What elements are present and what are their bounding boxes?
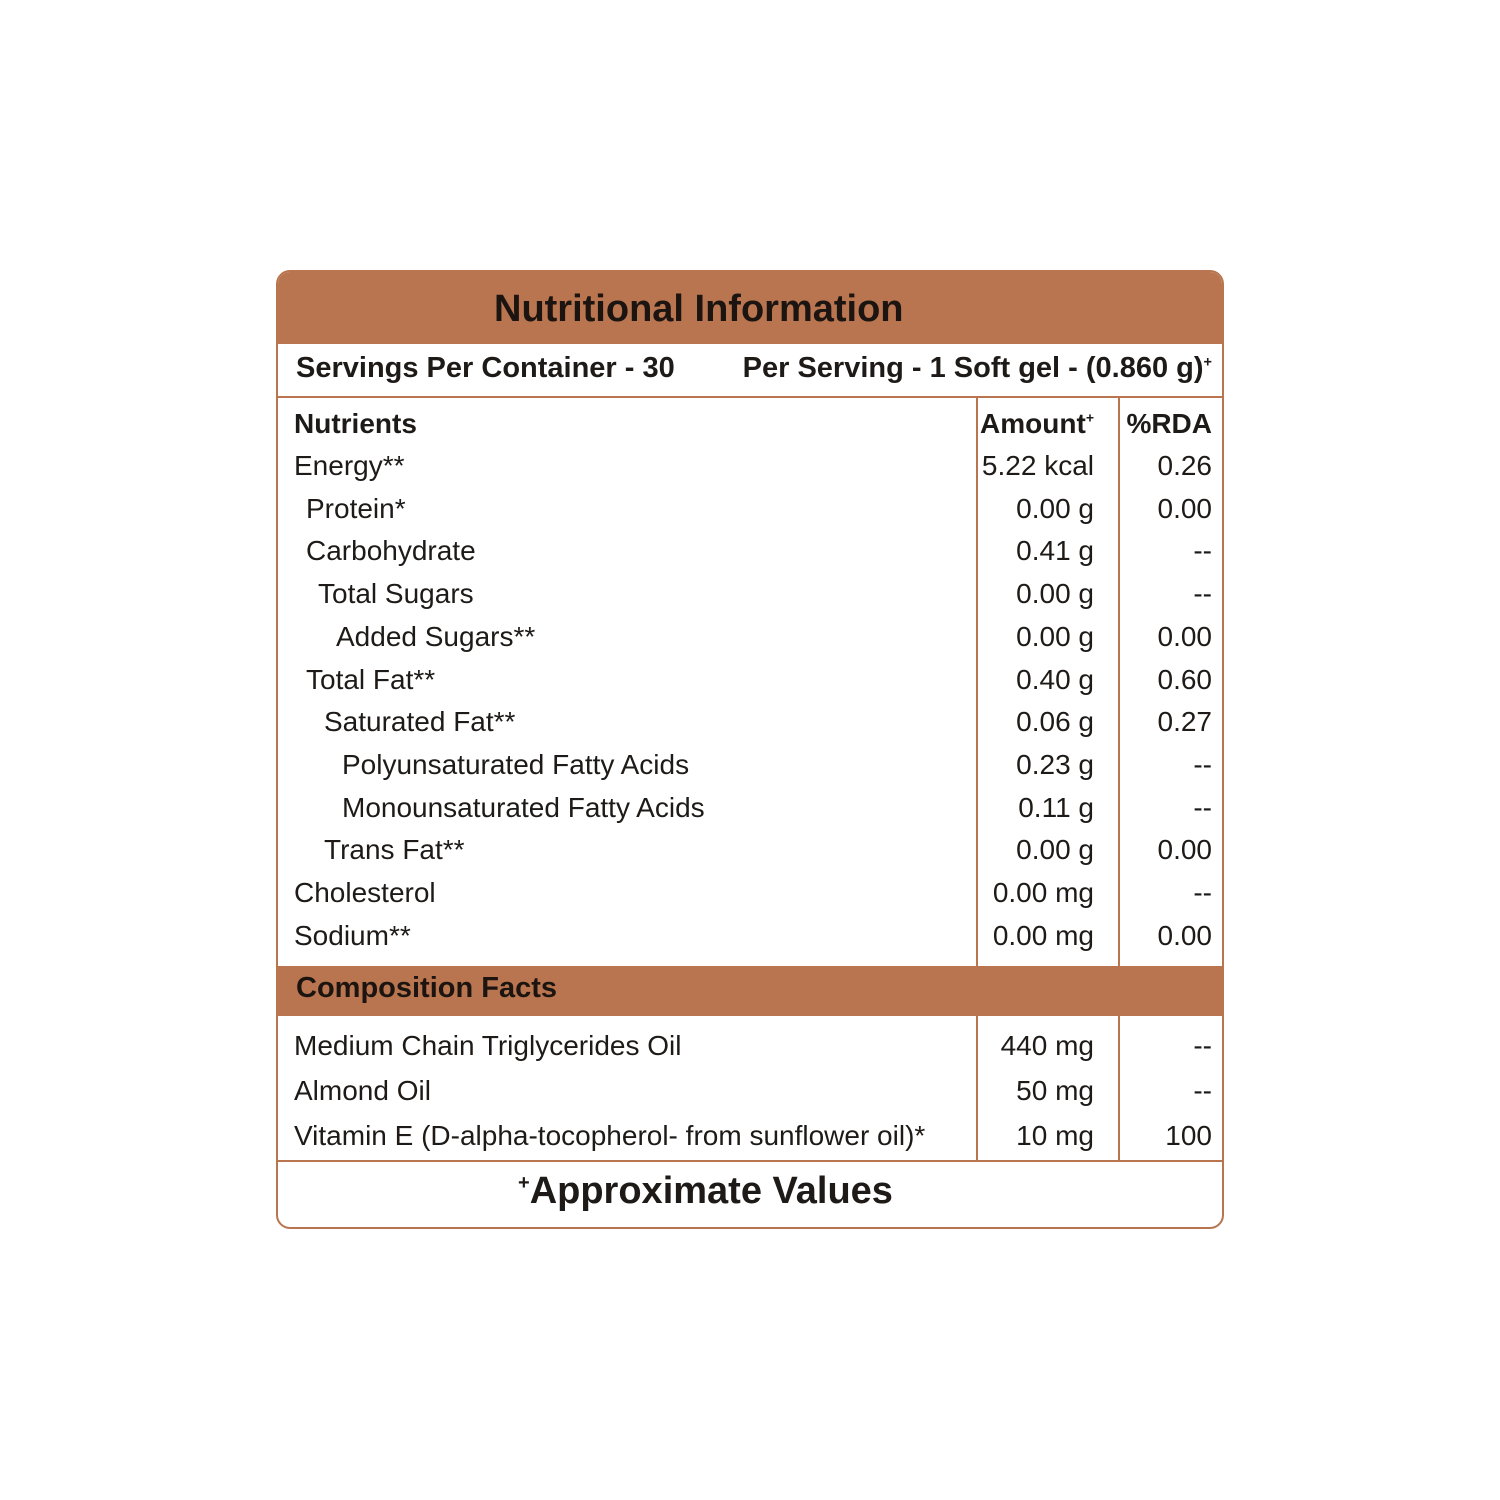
- nutrient-name: Total Sugars: [318, 578, 474, 610]
- nutrient-row: [278, 792, 1222, 832]
- footer-divider: [278, 1160, 1222, 1162]
- nutrient-rda: 0.26: [1157, 450, 1212, 481]
- composition-row: [278, 1120, 1222, 1160]
- nutrient-name: Carbohydrate: [306, 535, 476, 567]
- nutrient-amount: 0.00 g: [1016, 834, 1094, 866]
- nutrient-rda: --: [1193, 535, 1212, 567]
- nutrient-rda: 0.27: [1157, 706, 1212, 738]
- nutrient-name: Protein*: [306, 492, 406, 524]
- approx-mark: +: [518, 1172, 530, 1194]
- approx-mark: +: [1203, 354, 1212, 371]
- nutrient-rda: 0.00: [1157, 620, 1212, 652]
- nutrient-name: Monounsaturated Fatty Acids: [342, 791, 705, 823]
- nutrient-amount: 0.00 mg: [992, 877, 1094, 908]
- amount-header: [980, 408, 1094, 440]
- nutrient-name: Total Fat**: [306, 663, 436, 695]
- nutrient-amount: 0.23 g: [1016, 748, 1094, 780]
- nutrient-amount: 0.41 g: [1016, 535, 1094, 567]
- footer-text: Approximate Values: [529, 1170, 893, 1212]
- page-title: Nutritional Information: [494, 288, 904, 330]
- nutrient-name: Added Sugars**: [336, 620, 536, 652]
- composition-row: [278, 1075, 1222, 1115]
- table-header: [278, 408, 1222, 448]
- composition-bar: [278, 966, 1222, 1016]
- nutrient-amount: 0.00 g: [1016, 492, 1094, 524]
- footer-note: [518, 1170, 893, 1213]
- nutrient-amount: 0.06 g: [1016, 706, 1094, 738]
- serving-row: [278, 344, 1222, 398]
- nutrient-row: [278, 706, 1222, 746]
- nutrition-panel: [276, 270, 1224, 1229]
- nutrient-rda: 0.00: [1157, 492, 1212, 524]
- composition-amount: 50 mg: [1016, 1075, 1094, 1106]
- nutrient-row: [278, 834, 1222, 874]
- amount-header-label: Amount: [980, 408, 1086, 439]
- nutrients-header: Nutrients: [294, 408, 417, 439]
- composition-name: Almond Oil: [294, 1075, 431, 1106]
- nutrient-row: [278, 535, 1222, 575]
- nutrient-row: [278, 877, 1222, 917]
- nutrient-name: Saturated Fat**: [324, 706, 516, 738]
- composition-name: Medium Chain Triglycerides Oil: [294, 1030, 682, 1061]
- servings-per-container: Servings Per Container - 30: [296, 352, 675, 384]
- nutrient-row: [278, 920, 1222, 960]
- composition-amount: 440 mg: [1000, 1030, 1094, 1061]
- composition-title: Composition Facts: [296, 972, 558, 1004]
- nutrient-name: Energy**: [294, 450, 405, 481]
- composition-rda: --: [1193, 1030, 1212, 1061]
- nutrient-name: Polyunsaturated Fatty Acids: [342, 748, 690, 780]
- nutrient-amount: 0.11 g: [1018, 791, 1094, 823]
- composition-row: [278, 1030, 1222, 1070]
- composition-name: Vitamin E (D-alpha-tocopherol- from sunflower oil)*: [294, 1120, 926, 1151]
- nutrient-name: Cholesterol: [294, 877, 436, 908]
- nutrient-rda: 0.00: [1157, 919, 1212, 951]
- nutrient-rda: --: [1193, 748, 1212, 780]
- nutrient-rda: --: [1193, 578, 1212, 610]
- composition-rda: --: [1193, 1075, 1212, 1106]
- per-serving-label: Per Serving - 1 Soft gel - (0.860 g): [742, 352, 1204, 384]
- nutrient-rda: --: [1193, 791, 1212, 823]
- nutrient-amount: 5.22 kcal: [981, 450, 1094, 481]
- nutrient-name: Trans Fat**: [324, 834, 465, 866]
- nutrient-row: [278, 578, 1222, 618]
- nutrient-amount: 0.00 g: [1016, 620, 1094, 652]
- nutrient-row: [278, 450, 1222, 490]
- nutrient-row: [278, 749, 1222, 789]
- nutrient-rda: 0.60: [1157, 663, 1212, 695]
- composition-amount: 10 mg: [1016, 1120, 1094, 1151]
- composition-rda: 100: [1165, 1120, 1212, 1151]
- nutrient-amount: 0.00 mg: [992, 919, 1094, 951]
- nutrient-row: [278, 493, 1222, 533]
- rda-header: %RDA: [1126, 408, 1212, 439]
- title-bar: [278, 272, 1222, 344]
- nutrient-row: [278, 664, 1222, 704]
- per-serving: [743, 352, 1212, 385]
- approx-mark: +: [1085, 409, 1094, 426]
- nutrient-rda: --: [1193, 877, 1212, 908]
- nutrient-row: [278, 621, 1222, 661]
- nutrient-amount: 0.40 g: [1016, 663, 1094, 695]
- nutrient-rda: 0.00: [1157, 834, 1212, 866]
- nutrient-name: Sodium**: [294, 919, 411, 951]
- nutrient-amount: 0.00 g: [1016, 578, 1094, 610]
